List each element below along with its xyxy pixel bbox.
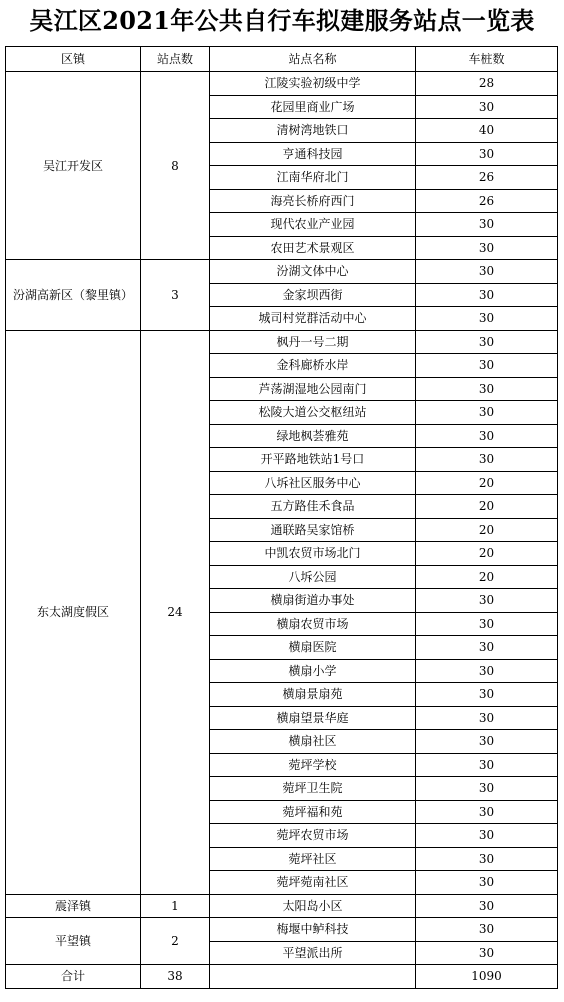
- total-station-name-cell: [210, 965, 416, 989]
- table-row: [6, 260, 558, 284]
- station-count-cell: 24: [141, 330, 210, 894]
- station-name-cell: 现代农业产业园: [210, 213, 416, 237]
- pile-count-cell: 30: [416, 730, 558, 754]
- stations-table: [5, 46, 558, 989]
- pile-count-cell: 30: [416, 777, 558, 801]
- station-name-cell: 梅堰中鲈科技: [210, 918, 416, 942]
- pile-count-cell: 30: [416, 354, 558, 378]
- pile-count-cell: 30: [416, 236, 558, 260]
- station-name-cell: 金家坝西街: [210, 283, 416, 307]
- station-name-cell: 花园里商业广场: [210, 95, 416, 119]
- station-name-cell: 绿地枫荟雅苑: [210, 424, 416, 448]
- pile-count-cell: 30: [416, 424, 558, 448]
- station-name-cell: 平望派出所: [210, 941, 416, 965]
- pile-count-cell: 20: [416, 542, 558, 566]
- station-name-cell: 五方路佳禾食品: [210, 495, 416, 519]
- station-name-cell: 横扇社区: [210, 730, 416, 754]
- station-name-cell: 松陵大道公交枢纽站: [210, 401, 416, 425]
- pile-count-cell: 30: [416, 847, 558, 871]
- table-row: [6, 330, 558, 354]
- station-name-cell: 菀坪社区: [210, 847, 416, 871]
- station-name-cell: 横扇街道办事处: [210, 589, 416, 613]
- table-row: [6, 894, 558, 918]
- district-cell: 东太湖度假区: [6, 330, 141, 894]
- pile-count-cell: 28: [416, 72, 558, 96]
- station-name-cell: 横扇景扇苑: [210, 683, 416, 707]
- station-name-cell: 开平路地铁站1号口: [210, 448, 416, 472]
- station-name-cell: 菀坪福和苑: [210, 800, 416, 824]
- station-name-cell: 海亮长桥府西门: [210, 189, 416, 213]
- station-count-cell: 1: [141, 894, 210, 918]
- header-district: 区镇: [6, 47, 141, 72]
- district-cell: 汾湖高新区（黎里镇）: [6, 260, 141, 331]
- station-name-cell: 横扇小学: [210, 659, 416, 683]
- pile-count-cell: 30: [416, 824, 558, 848]
- pile-count-cell: 26: [416, 189, 558, 213]
- pile-count-cell: 30: [416, 941, 558, 965]
- table-row: [6, 918, 558, 942]
- station-name-cell: 中凯农贸市场北门: [210, 542, 416, 566]
- station-name-cell: 太阳岛小区: [210, 894, 416, 918]
- total-row: [6, 965, 558, 989]
- pile-count-cell: 30: [416, 448, 558, 472]
- station-name-cell: 八坼公园: [210, 565, 416, 589]
- station-name-cell: 通联路吴家馆桥: [210, 518, 416, 542]
- station-name-cell: 江南华府北门: [210, 166, 416, 190]
- pile-count-cell: 30: [416, 612, 558, 636]
- station-name-cell: 菀坪农贸市场: [210, 824, 416, 848]
- station-name-cell: 菀坪学校: [210, 753, 416, 777]
- pile-count-cell: 30: [416, 894, 558, 918]
- station-name-cell: 菀坪卫生院: [210, 777, 416, 801]
- station-name-cell: 横扇农贸市场: [210, 612, 416, 636]
- pile-count-cell: 30: [416, 330, 558, 354]
- pile-count-cell: 26: [416, 166, 558, 190]
- pile-count-cell: 30: [416, 636, 558, 660]
- station-name-cell: 亨通科技园: [210, 142, 416, 166]
- pile-count-cell: 30: [416, 589, 558, 613]
- district-cell: 震泽镇: [6, 894, 141, 918]
- station-count-cell: 8: [141, 72, 210, 260]
- station-count-cell: 3: [141, 260, 210, 331]
- pile-count-cell: 30: [416, 401, 558, 425]
- pile-count-cell: 30: [416, 753, 558, 777]
- station-name-cell: 横扇医院: [210, 636, 416, 660]
- pile-count-cell: 20: [416, 495, 558, 519]
- pile-count-cell: 20: [416, 471, 558, 495]
- table-header-row: [6, 47, 558, 72]
- total-label-cell: 合计: [6, 965, 141, 989]
- header-station-count: 站点数: [141, 47, 210, 72]
- station-name-cell: 芦荡湖湿地公园南门: [210, 377, 416, 401]
- pile-count-cell: 30: [416, 683, 558, 707]
- pile-count-cell: 30: [416, 800, 558, 824]
- total-piles-cell: 1090: [416, 965, 558, 989]
- station-name-cell: 金科廊桥水岸: [210, 354, 416, 378]
- station-name-cell: 农田艺术景观区: [210, 236, 416, 260]
- pile-count-cell: 30: [416, 706, 558, 730]
- pile-count-cell: 30: [416, 213, 558, 237]
- pile-count-cell: 40: [416, 119, 558, 143]
- station-name-cell: 汾湖文体中心: [210, 260, 416, 284]
- station-name-cell: 江陵实验初级中学: [210, 72, 416, 96]
- header-station-name: 站点名称: [210, 47, 416, 72]
- pile-count-cell: 30: [416, 142, 558, 166]
- station-name-cell: 横扇望景华庭: [210, 706, 416, 730]
- pile-count-cell: 20: [416, 565, 558, 589]
- document-title: 吴江区2021年公共自行车拟建服务站点一览表: [29, 6, 535, 35]
- total-count-cell: 38: [141, 965, 210, 989]
- station-name-cell: 枫丹一号二期: [210, 330, 416, 354]
- station-name-cell: 城司村党群活动中心: [210, 307, 416, 331]
- district-cell: 平望镇: [6, 918, 141, 965]
- pile-count-cell: 20: [416, 518, 558, 542]
- district-cell: 吴江开发区: [6, 72, 141, 260]
- pile-count-cell: 30: [416, 377, 558, 401]
- station-count-cell: 2: [141, 918, 210, 965]
- table-row: [6, 72, 558, 96]
- station-name-cell: 菀坪菀南社区: [210, 871, 416, 895]
- pile-count-cell: 30: [416, 871, 558, 895]
- pile-count-cell: 30: [416, 95, 558, 119]
- station-name-cell: 清树湾地铁口: [210, 119, 416, 143]
- pile-count-cell: 30: [416, 659, 558, 683]
- pile-count-cell: 30: [416, 260, 558, 284]
- pile-count-cell: 30: [416, 307, 558, 331]
- pile-count-cell: 30: [416, 283, 558, 307]
- station-name-cell: 八坼社区服务中心: [210, 471, 416, 495]
- pile-count-cell: 30: [416, 918, 558, 942]
- header-pile-count: 车桩数: [416, 47, 558, 72]
